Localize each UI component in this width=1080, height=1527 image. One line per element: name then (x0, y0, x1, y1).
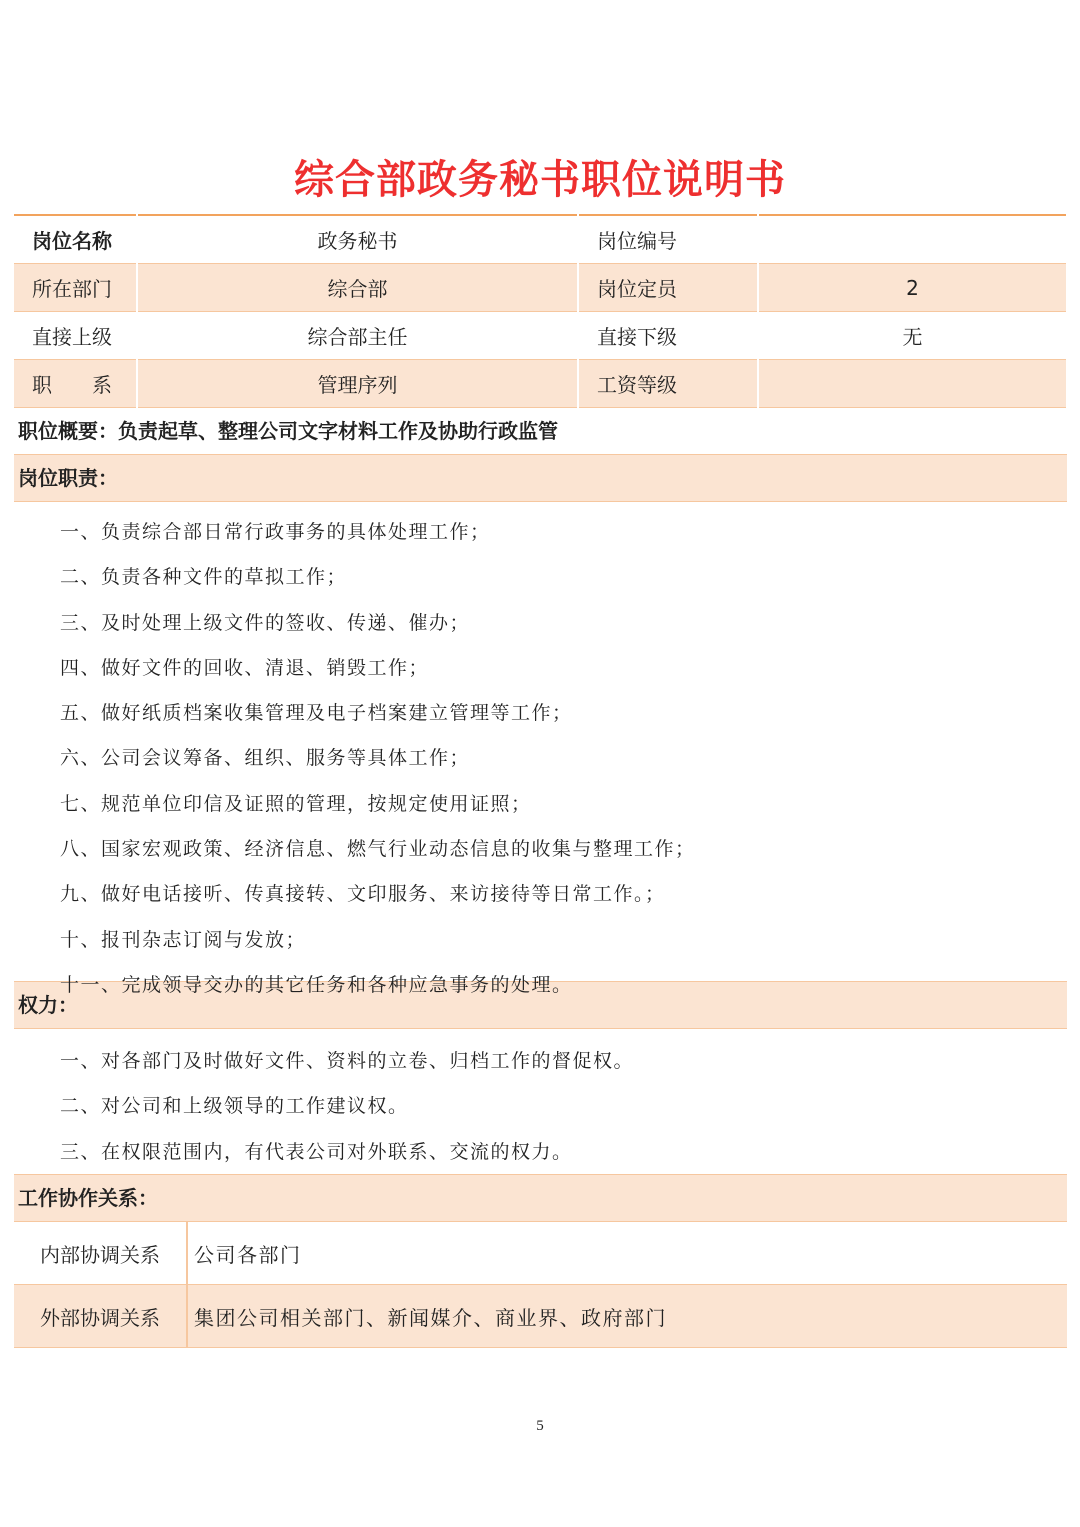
list-item: 三、在权限范围内，有代表公司对外联系、交流的权力。 (60, 1140, 573, 1163)
list-item: 九、做好电话接听、传真接转、文印服务、来访接待等日常工作。； (60, 883, 666, 906)
list-item: 二、负责各种文件的草拟工作； (60, 566, 348, 589)
label-position-name: 岗位名称 (14, 215, 137, 264)
external-relation-value: 集团公司相关部门、新闻媒介、商业界、政府部门 (187, 1285, 1067, 1348)
cooperation-heading: 工作协作关系： (14, 1175, 1067, 1222)
document-title: 综合部政务秘书职位说明书 (294, 157, 786, 203)
cooperation-table (14, 1222, 1067, 1348)
value-position-name: 政务秘书 (137, 215, 578, 264)
label-headcount: 岗位定员 (578, 264, 758, 312)
list-item: 七、规范单位印信及证照的管理，按规定使用证照； (60, 792, 532, 815)
table-row (14, 1285, 1067, 1348)
rights-heading: 权力： (14, 982, 1067, 1029)
list-item: 一、负责综合部日常行政事务的具体处理工作； (60, 521, 491, 543)
value-department: 综合部 (137, 264, 578, 312)
label-department: 所在部门 (14, 264, 137, 312)
responsibilities-list (14, 502, 1067, 996)
list-item: 一、对各部门及时做好文件、资料的立卷、归档工作的督促权。 (60, 1050, 635, 1072)
label-supervisor: 直接上级 (14, 312, 137, 360)
value-position-code (758, 215, 1067, 264)
list-item: 十、报刊杂志订阅与发放； (60, 928, 307, 951)
value-subordinate: 无 (758, 312, 1067, 360)
label-salary-grade: 工资等级 (578, 360, 758, 408)
list-item: 六、公司会议筹备、组织、服务等具体工作； (60, 747, 471, 770)
position-summary: 职位概要：负责起草、整理公司文字材料工作及协助行政监管 (14, 408, 1067, 455)
job-description (14, 214, 1067, 1348)
basic-info-table (14, 214, 1068, 408)
list-item: 四、做好文件的回收、清退、销毁工作； (60, 656, 430, 679)
internal-relation-value: 公司各部门 (187, 1222, 1067, 1285)
page-number: 5 (536, 1418, 544, 1434)
list-item: 三、及时处理上级文件的签收、传递、催办； (60, 611, 471, 634)
internal-relation-label: 内部协调关系 (14, 1222, 187, 1285)
info-row (14, 360, 1067, 408)
info-row (14, 215, 1067, 264)
info-row (14, 264, 1067, 312)
list-item: 五、做好纸质档案收集管理及电子档案建立管理等工作； (60, 702, 573, 725)
external-relation-label: 外部协调关系 (14, 1285, 187, 1348)
responsibilities-heading: 岗位职责： (14, 455, 1067, 502)
value-salary-grade (758, 360, 1067, 408)
list-item: 八、国家宏观政策、经济信息、燃气行业动态信息的收集与整理工作； (60, 838, 696, 861)
label-subordinate: 直接下级 (578, 312, 758, 360)
label-job-family: 职 系 (14, 360, 137, 408)
list-item: 十一、完成领导交办的其它任务和各种应急事务的处理。 (60, 973, 573, 996)
list-item: 二、对公司和上级领导的工作建议权。 (60, 1095, 409, 1118)
value-supervisor: 综合部主任 (137, 312, 578, 360)
value-job-family: 管理序列 (137, 360, 578, 408)
rights-list (14, 1029, 1067, 1175)
table-row (14, 1222, 1067, 1285)
label-position-code: 岗位编号 (578, 215, 758, 264)
value-headcount: 2 (758, 264, 1067, 312)
info-row (14, 312, 1067, 360)
